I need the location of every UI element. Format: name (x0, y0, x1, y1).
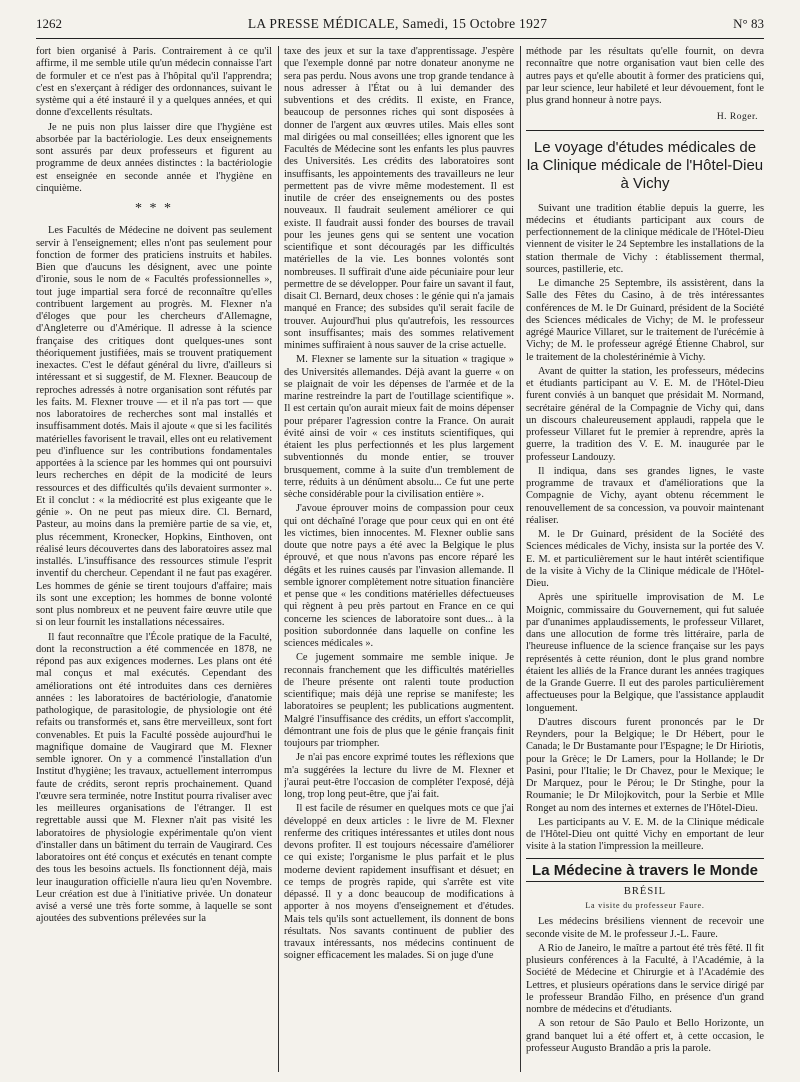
paragraph: Les participants au V. E. M. de la Clinique médicale de l'Hôtel-Dieu ont quitté Vichy en emportant de leur visite à la station l'impression la meilleure. (526, 816, 764, 853)
column-right (526, 46, 764, 1072)
section-title: La Médecine à travers le Monde (532, 861, 758, 879)
paragraph: Il faut reconnaître que l'École pratique de la Faculté, dont la reconstruction a été commencée en 1878, ne répond pas aux exigences modernes. Les plans ont été mal conçus et mal exécutés. Cependant des améliorations ont été introduites dans ces dernières années : les laboratoires de bactériologie, d'anatomie pathologique, de parasitologie, de physiologie ont été refaits ou transformés et, sans être merveilleux, sont fort convenables. Et puis la Faculté possède aujourd'hui le magnifique domaine de Vaugirard que M. Flexner semble ignorer. On y a commencé l'installation d'un Institut d'hygiène; les travaux, actuellement interrompus faute de crédits, seront repris prochainement. Quand l'œuvre sera terminée, notre Institut pourra rivaliser avec les meilleures organisations de l'étranger. Il est regrettable aussi que M. Flexner n'ait pas visité les laboratoires de physiologie expérimentale qu'on vient d'installer dans un bâtiment du terrain de Vaugirard. Ces laboratoires ont été conçus et exécutés en tenant compte des tous les besoins actuels. Ils fonctionnent déjà, mais leur inauguration officielle n'aura lieu qu'en Novembre. Leur création est due à l'initiative privée. Un donateur avisé a versé une très forte somme, à laquelle se sont ajoutées des subventions prélevées sur la (36, 631, 272, 925)
paragraph: Il indiqua, dans ses grandes lignes, le vaste programme de travaux et d'améliorations que la Compagnie de Vichy, ayant obtenu récemment le renouvellement de sa concession, va pouvoir maintenant réaliser. (526, 465, 764, 526)
section-rule (526, 858, 764, 859)
paragraph: méthode par les résultats qu'elle fournit, on devra reconnaître que notre organisation vaut bien celle des autres pays et qu'elle aboutit à former des praticiens qui, par leur science, leur habileté et leur dévouement, font le plus grand honneur à notre pays. (526, 46, 764, 106)
paragraph: Le dimanche 25 Septembre, ils assistèrent, dans la Salle des Fêtes du Casino, à de très intéressantes conférences de M. le Dr Guinard, président de la Société des Sciences médicales de Vichy; de M. le professeur agrégé Maurice Villaret, sur le traitement de l'urécémie à Vichy; de M. le professeur agrégé Étienne Chabrol, sur le traitement de la cholestérinémie à Vichy. (526, 278, 764, 363)
country-subheading: BRÉSIL (623, 885, 667, 897)
paragraph: Ce jugement sommaire me semble inique. Je reconnais franchement que les difficultés matérielles de l'heure présente ont ralenti toute production scientifique; mais déjà une reprise se manifeste; les laboratoires se peuplent; les publications augmentent. Malgré l'insuffisance des crédits, un effort s'accomplit, démontrant une fois de plus que le génie français finit toujours par triompher. (284, 652, 514, 749)
paragraph: A Rio de Janeiro, le maître a partout été très fêté. Il fit plusieurs conférences à la Faculté, à l'Académie, à la Société de Médecine et Chirurgie et à l'Académie des Lettres, et plusieurs opérations dans le service dirigé par le professeur Brandão Filho, en présence d'un grand nombre de médecins et d'étudiants. (526, 942, 764, 1015)
paragraph: Les Facultés de Médecine ne doivent pas seulement servir à l'enseignement; elles n'ont pas seulement pour fonction de former des praticiens instruits et habiles. Bien que d'aucuns les désignent, avec une pointe d'ironie, sous le nom de « Facultés professionnelles », tout juge impartial sera forcé de reconnaître qu'elles contribuent largement au progrès. M. Flexner n'a d'éloges que pour les chercheurs d'Allemagne, d'Angleterre ou d'Amérique. Il adresse à la science française des critiques dont quelques-unes sont théoriquement justifiées, mais se trouvent pratiquement inexactes. C'est le défaut général du livre, d'ailleurs si intéressant et si suggestif, de M. Flexner. Beaucoup de reproches adressés à notre organisation sont réfutés par les faits. M. Flexner trouve — et il n'a pas tort — que nos laboratoires de recherches sont mal installés et insuffisamment dotés. Mais il ajoute « que si les facilités matérielles favorisent le travail, elles ont eu relativement peu d'influence sur les contributions fondamentales apportées à la science par les hommes qui ont poursuivi leurs recherches en dépit de la modicité de leurs ressources et des difficultés qu'ils devaient surmonter ». Et il conclut : « la médiocrité est plus exigeante que le génie ». On ne peut pas mieux dire. Cl. Bernard, Pasteur, au moins dans la première partie de sa vie, et, plus récemment, Kronecker, Hopkins, Einthoven, ont réalisé leurs découvertes dans des laboratoires assez mal installés. L'insuffisance des ressources stimule l'esprit inventif du chercheur. Cependant il ne faut pas exagérer. Les hommes de génie se tirent toujours d'affaire; mais ils sont une exception; les hommes de bonne volonté sont plus nombreux et ne peuvent faire œuvre utile que si on leur fournit les installations nécessaires. (36, 225, 272, 629)
paragraph: D'autres discours furent prononcés par le Dr Reynders, pour la Belgique; le Dr Hébert, pour le Canada; le Dr Bustamante pour l'Espagne; le Dr Hiriotis, pour la Grèce; le Dr Lamers, pour la Hollande; le Dr Pasini, pour l'Italie; le Dr Chavez, pour le Mexique; le Dr Marquez, pour le Pérou; le Dr Stinghe, pour la Roumanie; le Dr Milojkovitch, pour la Serbie et Mlle Ronget au nom des internes et externes de l'Hôtel-Dieu. (526, 716, 764, 814)
article-byline: La visite du professeur Faure. (585, 901, 705, 910)
asterism-divider: * * * (135, 201, 173, 216)
author-signature: H. Roger. (716, 112, 758, 123)
column-divider (520, 46, 521, 1072)
issue-number: N° 83 (733, 16, 764, 31)
paragraph: Après une spirituelle improvisation de M. Le Moignic, commissaire du Gouvernement, qui fut saluée par d'unanimes applaudissements, le professeur Villaret, dans une allocution de forme très littéraire, parla de l'heureuse influence de la science française sur les pays représentés à cette réunion, dont le plus grand nombre étaient les alliés de la France durant les années tragiques de la Grande Guerre. Il eut des paroles particulièrement affectueuses pour la Belgique, que l'assistance applaudit longuement. (526, 592, 764, 714)
paragraph: Je ne puis non plus laisser dire que l'hygiène est absorbée par la bactériologie. Les deux enseignements sont assurés par deux professeurs et figurent au programme de deux années distinctes : la bactériologie est enseignée en seconde année et l'hygiène en cinquième. (36, 121, 272, 194)
paragraph: M. Flexner se lamente sur la situation « tragique » des Universités allemandes. Déjà avant la guerre « on se plaignait de voir les dépenses de l'armée et de la marine restreindre la part de l'outillage scientifique ». Il est certain qu'on aurait mieux fait de moins dépenser pour préparer l'agression contre la France. On aurait évité ainsi de voir « ces instituts scientifiques, qui étaient les plus perfectionnés et les plus largement subventionnés du monde entier, se trouver brusquement, comme à la suite d'un tremblement de terre, réduits à un dénûment absolu... Ce fut une perte sèche considérable pour la civilisation entière ». (284, 354, 514, 500)
column-middle (284, 46, 514, 1072)
page-header (36, 16, 764, 39)
paragraph: J'avoue éprouver moins de compassion pour ceux qui ont déchaîné l'orage que pour ceux qui en ont été les victimes, bien innocentes. M. Flexner oublie sans doute que notre pays a été avec la Belgique le plus éprouvé, et que nous n'avons pas encore réparé les dégâts et les ruines causés par l'invasion allemande. Il semble ignorer complètement notre situation financière et pense que « les conditions matérielles défectueuses qui règnent à peu près partout en France en ce qui concerne les sciences de laboratoire sont dues... à la position subordonnée dans laquelle on confine les sciences médicales ». (284, 503, 514, 649)
section-rule (526, 881, 764, 882)
column-left (36, 46, 272, 1072)
section-rule (526, 130, 764, 131)
paragraph: taxe des jeux et sur la taxe d'apprentissage. J'espère que l'exemple donné par notre donateur anonyme ne sera pas perdu. Nous avons une trop grande tendance à nous adresser à l'État ou à lui demander des subventions et des crédits. Il existe, en France, beaucoup de personnes riches qui sont disposées à donner de l'argent aux œuvres utiles. Mais elles sont mal dirigées ou mal conseillées; elles ignorent que les Facultés de Médecine sont les enfants les plus pauvres des Universités. Les crédits des laboratoires sont insuffisants, les appointements des travailleurs ne leur permettent pas de vivre même modestement. Il est inutile de créer des enseignements ou des postes nouveaux. Il faudrait seulement améliorer ce qui existe. Il faudrait aussi fonder des bourses de travail pour les jeunes gens qui se sentent une vocation scientifique et sont découragés par les difficultés matérielles de la vie. Les bonnes volontés sont nombreuses. Il suffirait d'une aide pécuniaire pour leur permettre de se développer. Pour faire un savant il faut, disait Cl. Bernard, deux choses : le génie qui n'a jamais manqué en France; des subsides qu'il serait facile de trouver. Aujourd'hui plus qu'autrefois, les ressources sont insuffisantes; mais des sommes relativement minimes suffiraient à nous sauver de la crise actuelle. (284, 46, 514, 351)
paragraph: fort bien organisé à Paris. Contrairement à ce qu'il affirme, il me semble utile qu'un médecin connaisse l'art de formuler et ce n'est pas à l'hôpital qu'il l'apprendra; c'est en s'exerçant à rédiger des ordonnances, suivant le système qui a été instauré il y a quelques années, et qui donne d'excellents résultats. (36, 46, 272, 119)
paragraph: A son retour de São Paulo et Bello Horizonte, un grand banquet lui a été offert et, à cette occasion, le professeur Augusto Brandão a pris la parole. (526, 1018, 764, 1054)
page-number: 1262 (36, 16, 62, 31)
paragraph: Les médecins brésiliens viennent de recevoir une seconde visite de M. le professeur J.-L. Faure. (526, 916, 764, 940)
column-divider (278, 46, 279, 1072)
paragraph: Avant de quitter la station, les professeurs, médecins et étudiants participant au V. E. M. de l'Hôtel-Dieu furent conviés à un banquet que présidait M. Normand, secrétaire général de la Compagnie de Vichy qui, dans un discours chaleureusement applaudi, rappela que le professeur Villaret fut le premier à reprendre, après la guerre, la tradition des V. E. M. inaugurée par le professeur Landouzy. (526, 365, 764, 463)
paragraph: Je n'ai pas encore exprimé toutes les réflexions que m'a suggérées la lecture du livre de M. Flexner et j'aurai peut-être l'occasion de compléter l'exposé, déjà long, trop long peut-être, que j'ai fait. (284, 752, 514, 800)
paragraph: Il est facile de résumer en quelques mots ce que j'ai développé en deux articles : le livre de M. Flexner renferme des critiques intéressantes et utiles dont nous devons profiter. Il est toujours nécessaire d'améliorer ce qui existe; l'organisme le plus parfait et le plus moderne devient rapidement insuffisant et désuet; en ce temps de progrès rapide, qui s'arrête est vite dépassé. Il y a donc beaucoup de modifications à apporter à nos moyens d'enseignement et d'études. Mais tels qu'ils sont actuellement, ils donnent de bons résultats. Nos savants continuent de publier des travaux intéressants, nos médecins continuent de soigner efficacement les malades. Si on juge d'une (284, 803, 514, 962)
paragraph: M. le Dr Guinard, président de la Société des Sciences médicales de Vichy, insista sur la portée des V. E. M. et particulièrement sur le haut intérêt scientifique de la visite à Vichy de la Clinique médicale de l'Hôtel-Dieu. (526, 529, 764, 589)
journal-title: LA PRESSE MÉDICALE, Samedi, 15 Octobre 1927 (247, 16, 548, 31)
paragraph: Suivant une tradition établie depuis la guerre, les médecins et étudiants participant aux cours de perfectionnement de la clinique médicale de l'Hôtel-Dieu viennent de visiter le 24 Septembre les installations de la station thermale de Vichy : établissement thermal, sources, pastillerie, etc. (526, 202, 764, 275)
article-title: Le voyage d'études médicales de la Clinique médicale de l'Hôtel-Dieu à Vichy (526, 138, 764, 192)
